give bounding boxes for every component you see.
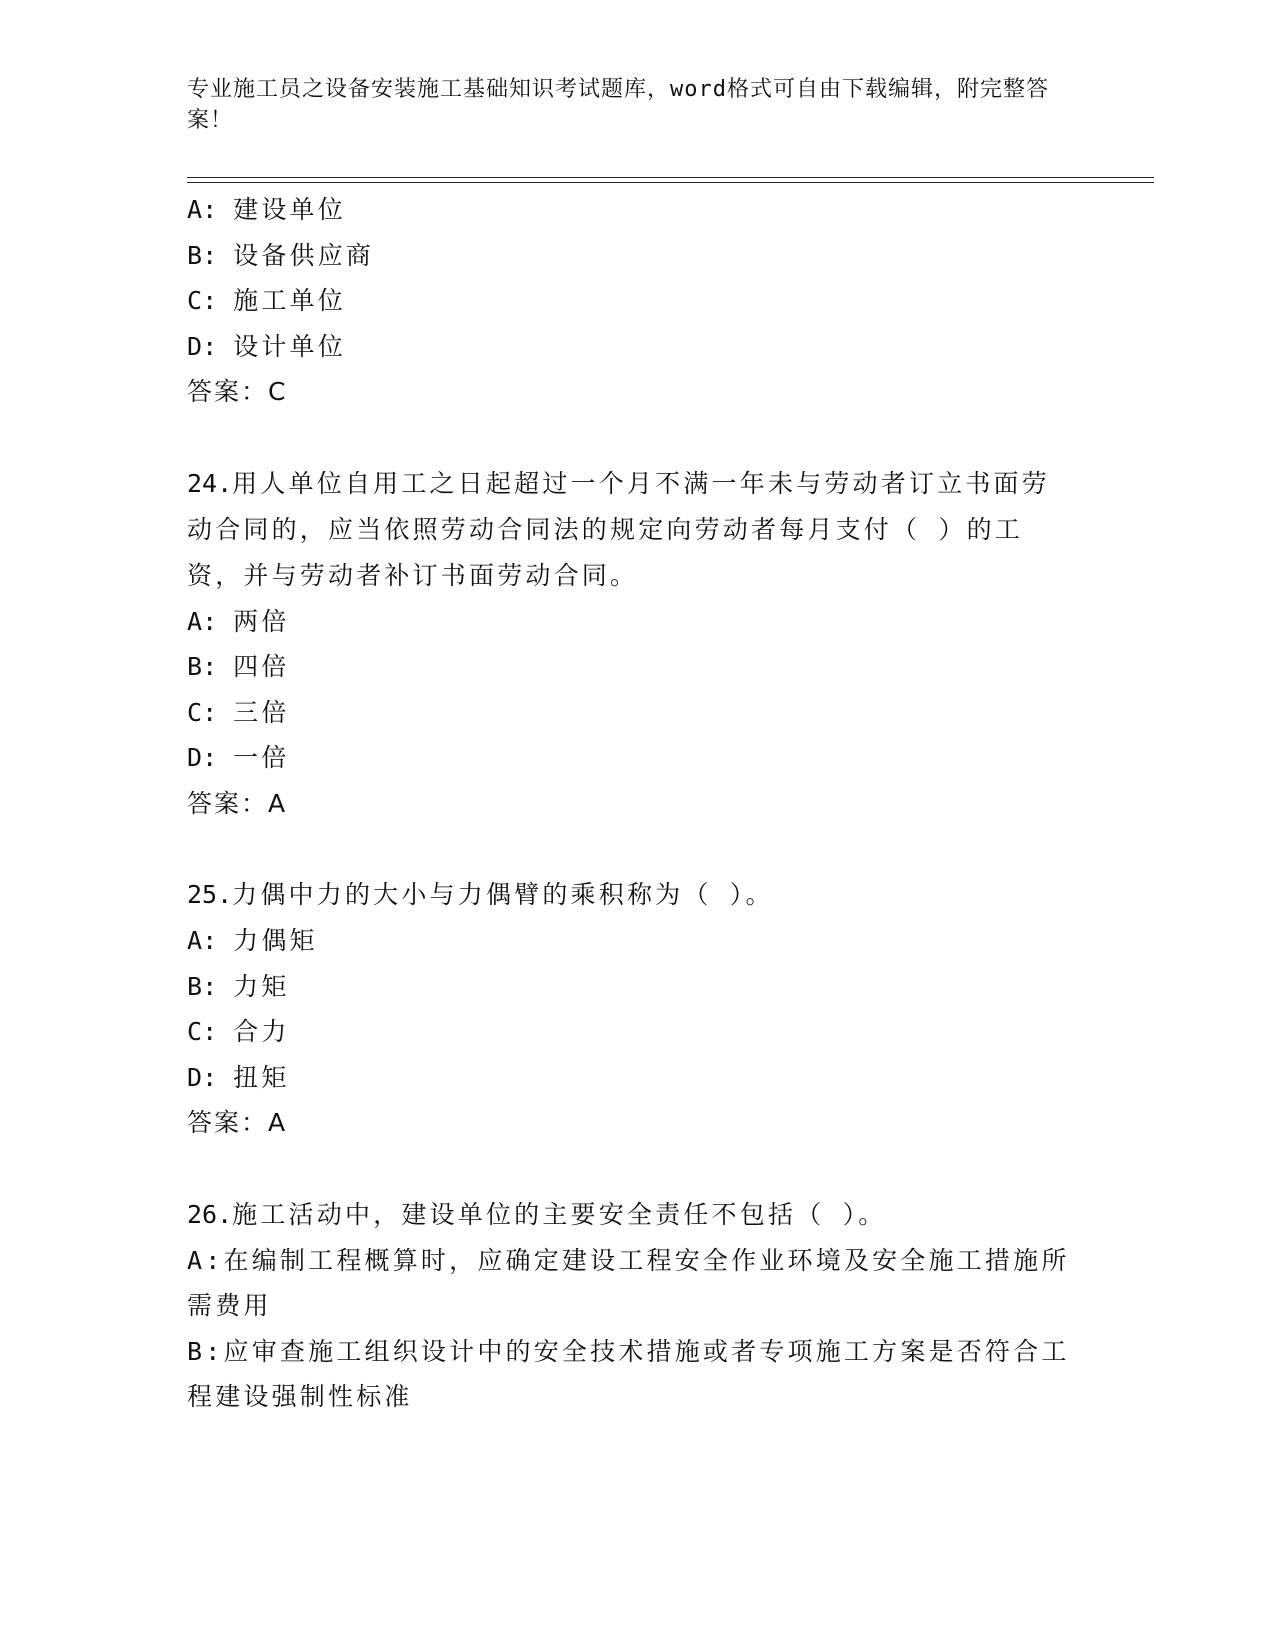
answer-value: C: [268, 377, 288, 406]
question-number: 25.: [187, 880, 233, 909]
header-title: 专业施工员之设备安装施工基础知识考试题库，word格式可自由下载编辑，附完整答案！: [187, 77, 1049, 133]
option-b: B:应审查施工组织设计中的安全技术措施或者专项施工方案是否符合工程建设强制性标准: [187, 1336, 1070, 1411]
question-text: 用人单位自用工之日起超过一个月不满一年未与劳动者订立书面劳动合同的，应当依照劳动合同法的规定向劳动者每月支付（ ）的工资，并与劳动者补订书面劳动合同。: [187, 468, 1050, 590]
answer-value: A: [268, 1108, 288, 1137]
question-block-23: [187, 187, 1077, 415]
option-b: B: 设备供应商: [187, 240, 375, 270]
answer-line: 答案：A: [187, 788, 288, 818]
answer-line: 答案：C: [187, 377, 288, 406]
option-c: C: 合力: [187, 1017, 290, 1046]
option-d: D: 扭矩: [187, 1062, 290, 1092]
option-a: A:在编制工程概算时，应确定建设工程安全作业环境及安全施工措施所需费用: [187, 1245, 1070, 1320]
question-number: 26.: [187, 1199, 233, 1229]
question-number: 24.: [187, 468, 233, 498]
document-header: [187, 74, 1067, 136]
header-divider-bottom: [187, 182, 1154, 183]
option-c: C: 施工单位: [187, 286, 346, 315]
question-stem: [187, 1192, 1077, 1238]
question-block-26: [187, 1192, 1077, 1420]
header-divider-top: [187, 177, 1154, 178]
option-b: B: 力矩: [187, 971, 290, 1001]
question-stem: [187, 872, 1077, 918]
answer-line: 答案：A: [187, 1108, 288, 1137]
option-d: D: 一倍: [187, 743, 290, 772]
question-block-24: [187, 461, 1077, 827]
question-stem: [187, 461, 1077, 599]
question-block-25: [187, 872, 1077, 1146]
option-a: A: 建设单位: [187, 195, 346, 224]
option-a: A: 两倍: [187, 606, 290, 636]
option-b: B: 四倍: [187, 652, 290, 681]
question-text: 施工活动中，建设单位的主要安全责任不包括（ ）。: [232, 1199, 887, 1229]
option-c: C: 三倍: [187, 697, 290, 727]
question-text: 力偶中力的大小与力偶臂的乘积称为（ ）。: [232, 880, 774, 909]
answer-value: A: [268, 788, 288, 818]
option-a: A: 力偶矩: [187, 926, 318, 955]
option-d: D: 设计单位: [187, 331, 346, 361]
question-list: [187, 187, 1077, 1420]
